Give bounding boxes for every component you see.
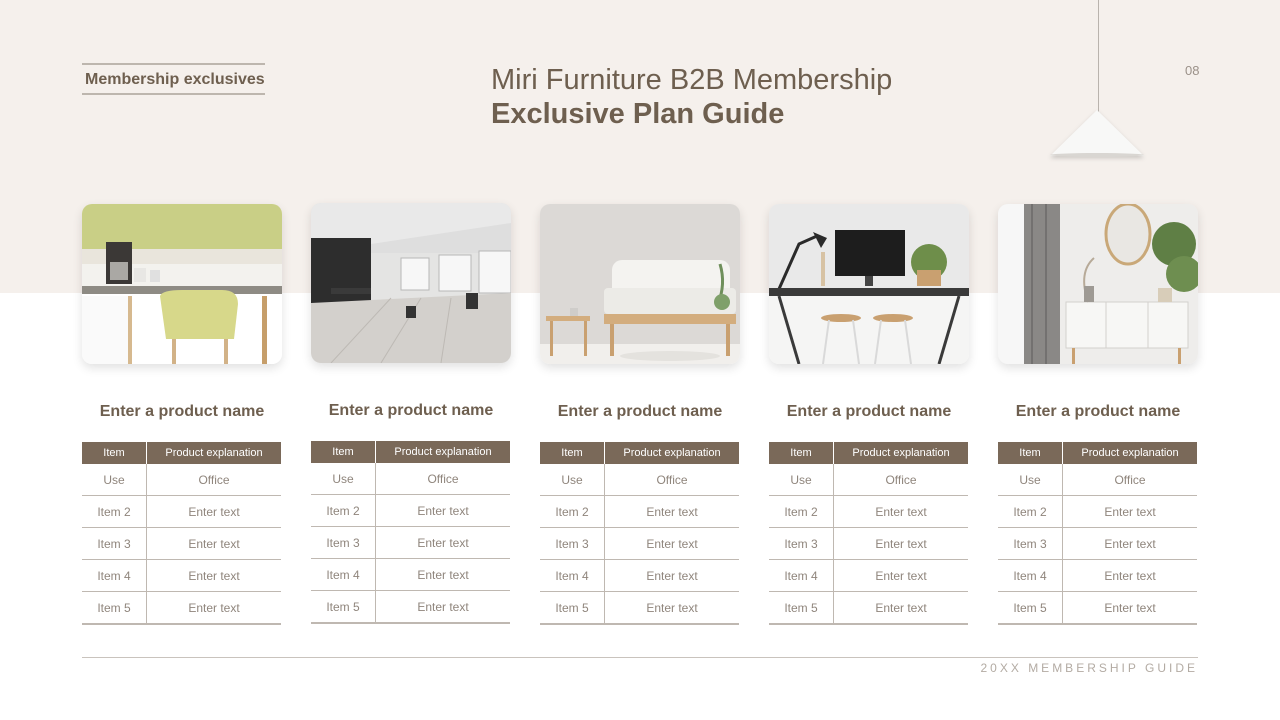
row-value: Office xyxy=(834,464,969,496)
table-row xyxy=(769,592,968,625)
row-item: Use xyxy=(540,464,605,496)
pendant-lamp-rim xyxy=(1050,153,1144,157)
table-row xyxy=(311,495,510,527)
product-name: Enter a product name xyxy=(786,403,952,420)
column-header-explanation: Product explanation xyxy=(147,442,282,464)
row-value: Enter text xyxy=(1063,528,1198,560)
row-value: Office xyxy=(147,464,282,496)
product-card-3 xyxy=(540,204,740,615)
row-item: Item 3 xyxy=(769,528,834,560)
table-row xyxy=(998,592,1197,625)
row-item: Item 5 xyxy=(769,592,834,625)
product-spec-table xyxy=(540,442,739,625)
table-row xyxy=(82,464,281,496)
row-item: Item 3 xyxy=(82,528,147,560)
table-row xyxy=(998,528,1197,560)
section-badge-label: Membership exclusives xyxy=(85,71,265,88)
table-row xyxy=(540,496,739,528)
column-header-item: Item xyxy=(540,442,605,464)
table-row xyxy=(540,592,739,625)
page-number: 08 xyxy=(1185,63,1200,78)
product-spec-table xyxy=(311,441,510,624)
row-value: Enter text xyxy=(605,592,740,625)
table-row xyxy=(311,527,510,559)
row-value: Enter text xyxy=(605,560,740,592)
row-value: Enter text xyxy=(605,496,740,528)
footer-label: 20XX MEMBERSHIP GUIDE xyxy=(980,661,1198,675)
row-item: Item 5 xyxy=(998,592,1063,625)
table-row xyxy=(82,528,281,560)
row-item: Item 3 xyxy=(311,527,376,559)
product-spec-table xyxy=(82,442,281,625)
pendant-lamp-icon xyxy=(1050,110,1144,156)
row-item: Item 2 xyxy=(311,495,376,527)
row-value: Enter text xyxy=(147,592,282,625)
table-row xyxy=(311,591,510,624)
table-row xyxy=(540,528,739,560)
product-name: Enter a product name xyxy=(1015,403,1181,420)
table-row xyxy=(540,464,739,496)
page-title-line1: Miri Furniture B2B Membership xyxy=(491,64,893,96)
kitchen-counter-photo xyxy=(82,204,282,364)
product-name: Enter a product name xyxy=(557,403,723,420)
table-row xyxy=(769,464,968,496)
table-row xyxy=(82,560,281,592)
product-name: Enter a product name xyxy=(99,403,265,420)
row-value: Enter text xyxy=(376,527,511,559)
product-name: Enter a product name xyxy=(328,402,494,419)
row-item: Item 5 xyxy=(82,592,147,625)
column-header-explanation: Product explanation xyxy=(1063,442,1198,464)
product-spec-table xyxy=(998,442,1197,625)
row-value: Enter text xyxy=(376,495,511,527)
table-row xyxy=(540,560,739,592)
table-row xyxy=(769,528,968,560)
row-value: Enter text xyxy=(834,528,969,560)
row-value: Enter text xyxy=(1063,592,1198,625)
column-header-item: Item xyxy=(998,442,1063,464)
row-item: Item 5 xyxy=(311,591,376,624)
row-value: Enter text xyxy=(605,528,740,560)
row-item: Use xyxy=(769,464,834,496)
row-value: Enter text xyxy=(376,591,511,624)
row-item: Item 2 xyxy=(540,496,605,528)
row-item: Item 4 xyxy=(311,559,376,591)
column-header-explanation: Product explanation xyxy=(834,442,969,464)
row-item: Item 3 xyxy=(998,528,1063,560)
row-value: Enter text xyxy=(147,560,282,592)
row-value: Enter text xyxy=(1063,496,1198,528)
table-row xyxy=(769,560,968,592)
row-item: Item 4 xyxy=(82,560,147,592)
row-value: Enter text xyxy=(147,528,282,560)
desk-monitor-photo xyxy=(769,204,969,364)
table-row xyxy=(998,496,1197,528)
product-card-2 xyxy=(311,203,511,614)
column-header-item: Item xyxy=(82,442,147,464)
footer-divider xyxy=(82,657,1198,658)
page-title-line2: Exclusive Plan Guide xyxy=(491,98,785,130)
row-value: Office xyxy=(605,464,740,496)
row-item: Use xyxy=(311,463,376,495)
row-item: Item 3 xyxy=(540,528,605,560)
table-row xyxy=(82,592,281,625)
product-card-1 xyxy=(82,204,282,615)
row-value: Enter text xyxy=(834,496,969,528)
row-value: Enter text xyxy=(376,559,511,591)
row-item: Item 5 xyxy=(540,592,605,625)
row-item: Use xyxy=(82,464,147,496)
sofa-photo xyxy=(540,204,740,364)
row-item: Item 4 xyxy=(540,560,605,592)
row-value: Enter text xyxy=(834,592,969,625)
table-row xyxy=(311,559,510,591)
product-card-5 xyxy=(998,204,1198,615)
column-header-item: Item xyxy=(769,442,834,464)
sideboard-photo xyxy=(998,204,1198,364)
pendant-lamp-cord xyxy=(1098,0,1099,112)
table-row xyxy=(311,463,510,495)
row-value: Office xyxy=(376,463,511,495)
table-row xyxy=(82,496,281,528)
row-item: Item 2 xyxy=(769,496,834,528)
row-item: Item 2 xyxy=(82,496,147,528)
row-item: Item 2 xyxy=(998,496,1063,528)
row-item: Item 4 xyxy=(769,560,834,592)
row-value: Enter text xyxy=(147,496,282,528)
product-card-4 xyxy=(769,204,969,615)
product-spec-table xyxy=(769,442,968,625)
section-badge xyxy=(82,63,265,95)
office-room-photo xyxy=(311,203,511,363)
column-header-explanation: Product explanation xyxy=(605,442,740,464)
row-value: Office xyxy=(1063,464,1198,496)
row-value: Enter text xyxy=(834,560,969,592)
row-item: Use xyxy=(998,464,1063,496)
table-row xyxy=(998,560,1197,592)
column-header-explanation: Product explanation xyxy=(376,441,511,463)
row-item: Item 4 xyxy=(998,560,1063,592)
table-row xyxy=(998,464,1197,496)
table-row xyxy=(769,496,968,528)
column-header-item: Item xyxy=(311,441,376,463)
row-value: Enter text xyxy=(1063,560,1198,592)
